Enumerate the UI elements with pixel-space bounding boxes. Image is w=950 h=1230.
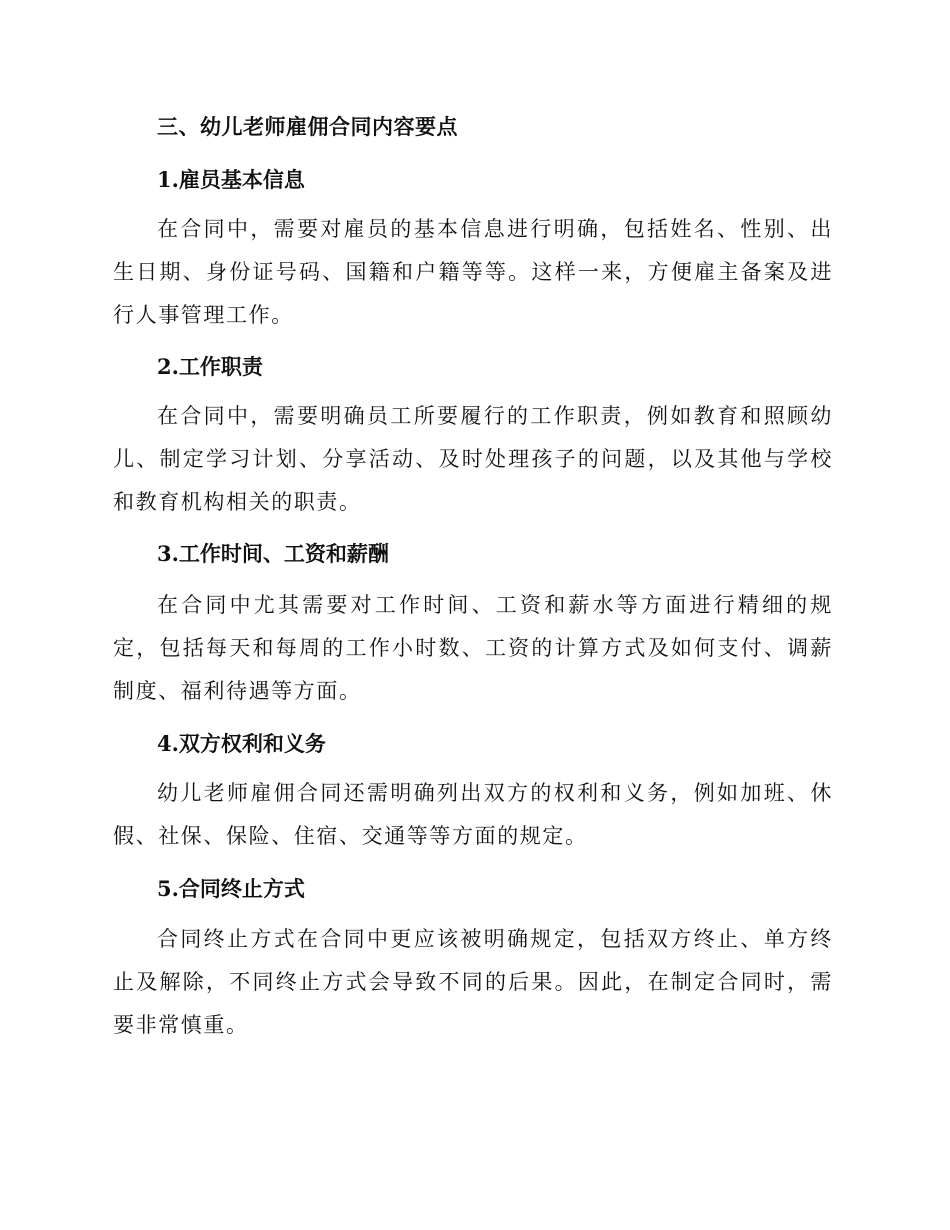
item-heading-1: 1.雇员基本信息 bbox=[157, 167, 305, 192]
section-title: 三、幼儿老师雇佣合同内容要点 bbox=[157, 114, 458, 139]
item-body-4: 幼儿老师雇佣合同还需明确列出双方的权利和义务，例如加班、休假、社保、保险、住宿、交通等等方面的规定。 bbox=[113, 781, 833, 848]
item-body-3: 在合同中尤其需要对工作时间、工资和薪水等方面进行精细的规定，包括每天和每周的工作小时数、工资的计算方式及如何支付、调薪制度、福利待遇等方面。 bbox=[113, 593, 833, 703]
item-body-5: 合同终止方式在合同中更应该被明确规定，包括双方终止、单方终止及解除，不同终止方式会导致不同的后果。因此，在制定合同时，需要非常慎重。 bbox=[113, 927, 833, 1037]
item-heading-2: 2.工作职责 bbox=[157, 354, 263, 379]
item-heading-5: 5.合同终止方式 bbox=[157, 876, 305, 901]
item-heading-3: 3.工作时间、工资和薪酬 bbox=[157, 541, 389, 566]
item-body-1: 在合同中，需要对雇员的基本信息进行明确，包括姓名、性别、出生日期、身份证号码、国籍和户籍等等。这样一来，方便雇主备案及进行人事管理工作。 bbox=[113, 217, 833, 327]
item-heading-4: 4.双方权利和义务 bbox=[157, 731, 326, 756]
item-body-2: 在合同中，需要明确员工所要履行的工作职责，例如教育和照顾幼儿、制定学习计划、分享活动、及时处理孩子的问题，以及其他与学校和教育机构相关的职责。 bbox=[113, 404, 833, 514]
